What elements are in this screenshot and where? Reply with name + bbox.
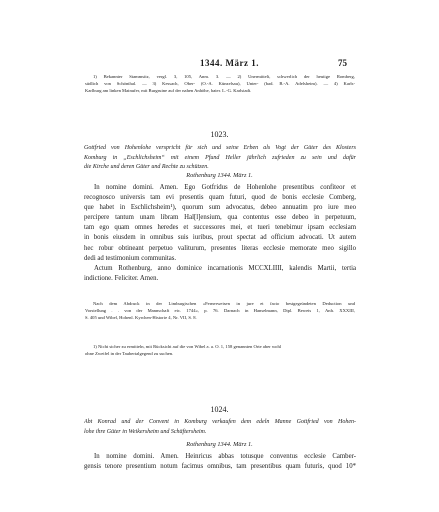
body-line: indictione. Feliciter. Amen. [84,274,159,282]
page-number: 75 [338,58,347,68]
document-body [84,452,356,472]
dateline: Rothenburg 1344. März 1. [186,441,253,448]
body-line: In nomine domini. Amen. Ego Gotfridus de Hohenlohe presentibus confiteor et [94,184,356,191]
dateline: Rothenburg 1344. März 1. [186,172,253,179]
source-note-line: S. 405 und Wibel, Hohenl. Kyrchen-Historie 4, Nr. VII, S. 8. [85,315,197,320]
footnote-line: 1) Bekannter Stammsitz, vergl. 3, 105, Anm. 3. — 2) Unermittelt, schwerlich der heutige Romberg, [93,74,355,79]
summary-line: Abt Konrad und der Convent in Komburg verkaufen dem edeln Manne Gottfried von Hohen- [84,419,356,425]
body-line: in bonis eiusdem in omnibus suis iuribus, prout spectat ad officium advocati. Ut autem [84,234,356,242]
body-line: dedi ad testimonium communitas. [84,254,177,262]
footnote-line: südlich von Schönthal. — 3) Kessach, Ober- (O.-A. Künzelsau), Unter- (bad. B.-A. Adelsheim). — 4) Karls- [85,81,355,86]
footnote-line: ohne Zweifel in der Taubertalgegend zu suchen. [85,351,174,356]
body-line: hec robur obtineant perpetuo valiturum, presentes literas ecclesie memorate meo sigillo [84,244,356,252]
document-body [84,183,356,284]
document-summary [84,144,356,173]
summary-line: Gottfried von Hohenlohe verspricht für sich und seine Erben als Vogt der Güter des Klosters [84,145,356,151]
document-footnote [85,343,355,357]
footnote-line: 1) Nicht sicher zu ermitteln, mit Rücksicht auf die von Wibel a. a. O. 1, 158 genannten Orte aber wohl [93,344,282,349]
source-note-line: Nach dem Abdruck in der Limburgischen »Fernerweisen in jure et facto bestgegründeten Deduction und [93,301,355,306]
body-line: percipere tantum unam libram Hal[l]ensium, qua contentus esse debeo in perpetuum, [84,214,356,222]
body-line: gensis tenore presentium notum facimus omnibus, tam presentibus quam futuris, quod 10* [84,463,356,471]
summary-line: die Kirche und deren Güter und Rechte zu schützen. [84,164,209,170]
top-footnotes [85,73,355,94]
document-summary [84,418,356,437]
document-number: 1023. [210,130,229,139]
running-title: 1344. März 1. [200,58,259,68]
body-line: Actum Rothenburg, anno dominice incarnationis MCCXLIIII, kalendis Martii, tertia [94,264,356,272]
source-note [85,300,355,321]
summary-line: Komburg in „Eschlichsheim“ mit einem Pfund Heller jährlich zufrieden zu sein und dafür [84,154,356,161]
document-number: 1024. [210,405,229,414]
body-line: tam ego quam omnes heredes et successores mei, et tueri tenebimur ipsam ecclesiam [84,224,356,232]
body-line: que habet in Eschlichsheim¹), quorum sum advocatus, debeo annuatim pro iure meo [84,204,356,212]
body-line: recognosco universis tam evi presentis quam futuri, quod de bonis ecclesie Comberg, [84,194,356,202]
source-note-line: Vorstellung . . von der Mannschaft etc. 1744«, p. 76. Darnach in Hanselmann, Dipl. Beweis 1, Anh. XXXIII, [85,308,355,313]
summary-line: lohe ihre Güter in Weikersheim und Schäftersheim. [84,428,207,435]
body-line: In nomine domini. Amen. Heinricus abbas totusque conventus ecclesie Camber- [94,453,356,460]
footnote-line: Karlburg am linken Mainufer, mit Burgruine auf der nahen Anhöhe, baier. L.-G. Karlstadt. [85,88,252,93]
